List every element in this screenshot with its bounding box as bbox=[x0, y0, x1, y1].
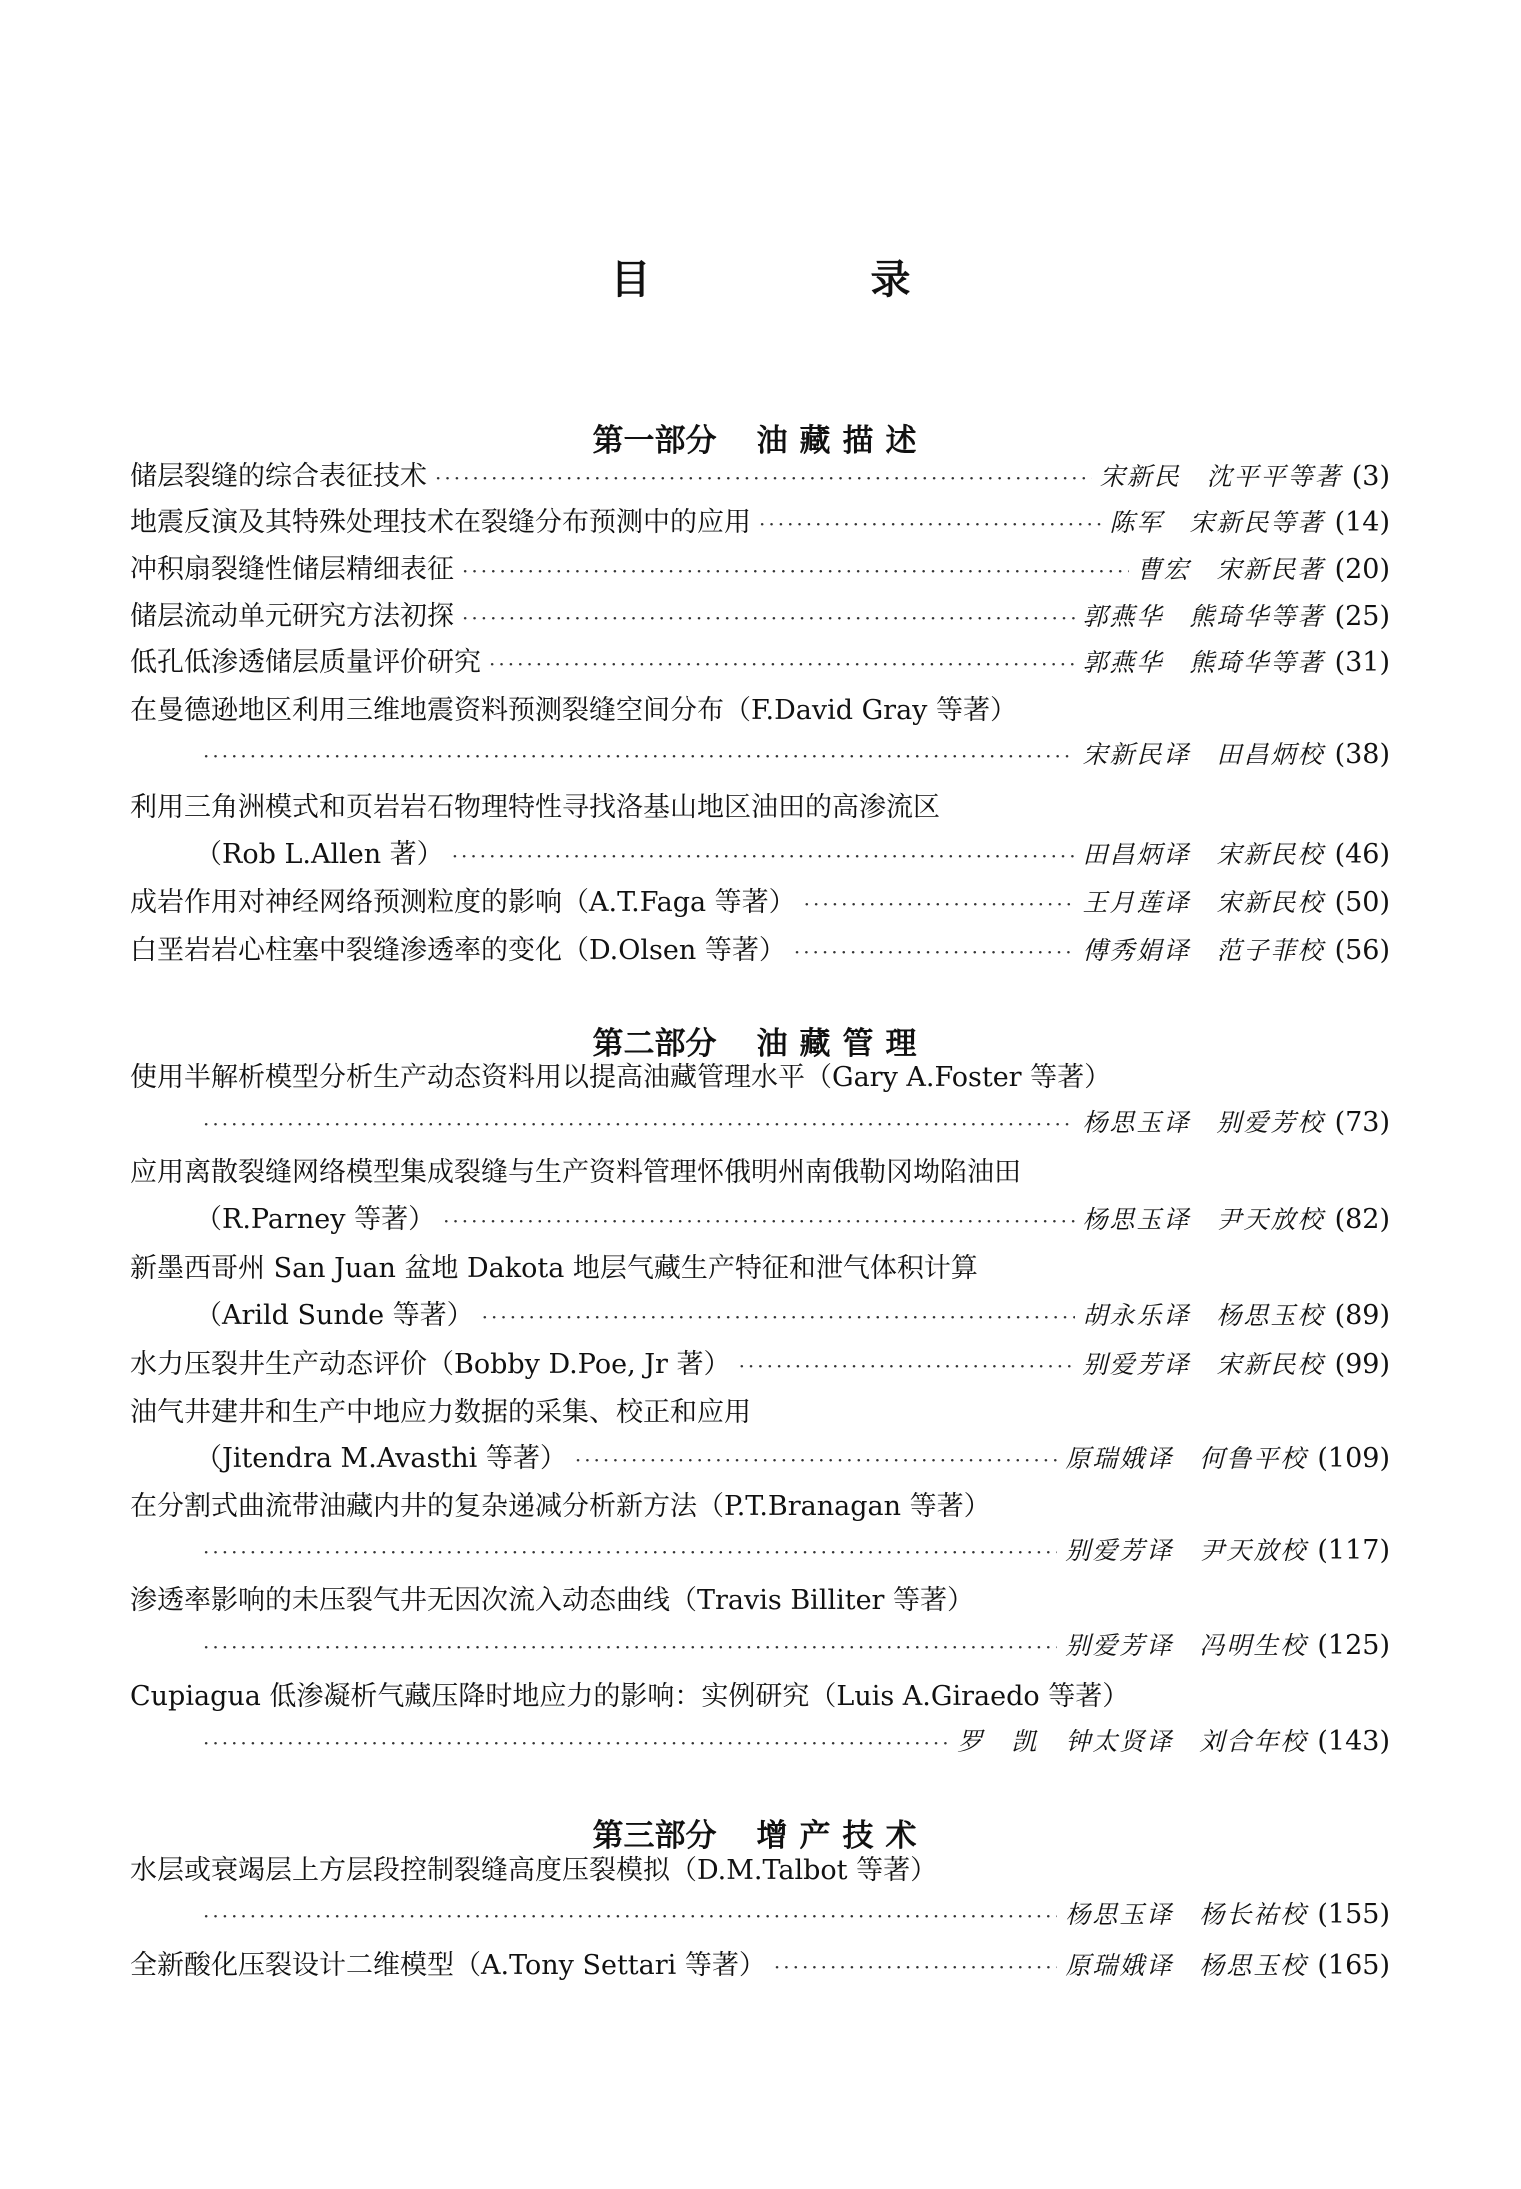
credit-name: 宋新民校 bbox=[1216, 888, 1325, 917]
part-name: 增产技术 bbox=[756, 1818, 929, 1854]
leader-dots bbox=[794, 940, 1075, 964]
credit-name: 郭燕华 bbox=[1082, 602, 1164, 631]
entry-credits bbox=[957, 1722, 1307, 1758]
credit-name: 熊琦华等著 bbox=[1189, 602, 1325, 631]
entry-credits bbox=[1083, 643, 1325, 679]
leader-dots bbox=[452, 844, 1075, 868]
entry-credits bbox=[1083, 1200, 1325, 1236]
toc-entry-continuation[interactable] bbox=[195, 1103, 1390, 1143]
page-number: (82) bbox=[1334, 1204, 1390, 1235]
page-number: (50) bbox=[1334, 887, 1390, 918]
toc-entry-title-line[interactable]: Cupiagua 低渗凝析气藏压降时地应力的影响：实例研究（Luis A.Giraedo 等著） bbox=[130, 1681, 1130, 1712]
entry-title: 储层流动单元研究方法初探 bbox=[130, 601, 454, 632]
toc-entry-title-line[interactable]: 使用半解析模型分析生产动态资料用以提高油藏管理水平（Gary A.Foster 等著） bbox=[130, 1062, 1112, 1093]
toc-entry-title-line[interactable]: 油气井建井和生产中地应力数据的采集、校正和应用 bbox=[130, 1397, 751, 1428]
page-number: (20) bbox=[1334, 554, 1390, 585]
credit-name: 沈平平等著 bbox=[1206, 462, 1342, 491]
toc-entry[interactable] bbox=[130, 500, 1390, 540]
credit-name: 别爱芳译 bbox=[1082, 1350, 1191, 1379]
credit-name: 杨长祐校 bbox=[1199, 1900, 1308, 1929]
entry-credits bbox=[1137, 550, 1325, 586]
part-number: 第三部分 bbox=[592, 1818, 717, 1854]
leader-dots bbox=[462, 606, 1075, 630]
page-number: (38) bbox=[1334, 739, 1390, 770]
toc-entry[interactable] bbox=[130, 928, 1390, 968]
toc-entry-title-line[interactable]: 应用离散裂缝网络模型集成裂缝与生产资料管理怀俄明州南俄勒冈坳陷油田 bbox=[130, 1157, 1021, 1188]
toc-entry-title-line[interactable]: 水层或衰竭层上方层段控制裂缝高度压裂模拟（D.M.Talbot 等著） bbox=[130, 1855, 938, 1886]
toc-entry[interactable] bbox=[130, 880, 1390, 920]
credit-name: 宋新民等著 bbox=[1189, 508, 1325, 537]
toc-entry-continuation[interactable] bbox=[195, 1895, 1390, 1935]
entry-author-note: （Rob L.Allen 著） bbox=[195, 839, 444, 870]
credit-name: 郭燕华 bbox=[1082, 648, 1164, 677]
entry-title: 储层裂缝的综合表征技术 bbox=[130, 461, 427, 492]
leader-dots bbox=[203, 1731, 949, 1755]
credit-name: 曹宏 bbox=[1136, 555, 1191, 584]
entry-title: 低孔低渗透储层质量评价研究 bbox=[130, 647, 481, 678]
page-number: (99) bbox=[1334, 1349, 1390, 1380]
leader-dots bbox=[774, 1955, 1057, 1979]
credit-name: 宋新民译 bbox=[1082, 740, 1191, 769]
credit-name: 尹天放校 bbox=[1216, 1205, 1325, 1234]
page-number: (89) bbox=[1334, 1300, 1390, 1331]
toc-entry-title-line[interactable]: 在曼德逊地区利用三维地震资料预测裂缝空间分布（F.David Gray 等著） bbox=[130, 695, 1018, 726]
page-number: (109) bbox=[1317, 1443, 1390, 1474]
entry-credits bbox=[1083, 1345, 1325, 1381]
credit-name: 冯明生校 bbox=[1199, 1631, 1308, 1660]
leader-dots bbox=[203, 744, 1075, 768]
credit-name: 杨思玉校 bbox=[1216, 1301, 1325, 1330]
entry-credits bbox=[1083, 835, 1325, 871]
entry-title: 水力压裂井生产动态评价（Bobby D.Poe, Jr 著） bbox=[130, 1349, 731, 1380]
leader-dots bbox=[739, 1354, 1075, 1378]
page-number: (125) bbox=[1317, 1630, 1390, 1661]
toc-entry-continuation[interactable] bbox=[195, 1531, 1390, 1571]
credit-name: 宋新民校 bbox=[1216, 840, 1325, 869]
credit-name: 别爱芳译 bbox=[1065, 1536, 1174, 1565]
part-name: 油藏管理 bbox=[756, 1026, 929, 1062]
entry-title: 地震反演及其特殊处理技术在裂缝分布预测中的应用 bbox=[130, 507, 751, 538]
credit-name: 罗 凯 钟太贤译 bbox=[957, 1727, 1174, 1756]
toc-entry-continuation[interactable] bbox=[195, 1293, 1390, 1333]
credit-name: 胡永乐译 bbox=[1082, 1301, 1191, 1330]
credit-name: 原瑞娥译 bbox=[1065, 1444, 1174, 1473]
entry-title: 全新酸化压裂设计二维模型（A.Tony Settari 等著） bbox=[130, 1950, 766, 1981]
leader-dots bbox=[203, 1112, 1075, 1136]
toc-entry-continuation[interactable] bbox=[195, 1197, 1390, 1237]
entry-credits bbox=[1110, 503, 1325, 539]
credit-name: 杨思玉校 bbox=[1199, 1951, 1308, 1980]
page-number: (31) bbox=[1334, 647, 1390, 678]
entry-credits bbox=[1083, 735, 1325, 771]
toc-entry-continuation[interactable] bbox=[195, 1626, 1390, 1666]
credit-name: 原瑞娥译 bbox=[1065, 1951, 1174, 1980]
credit-name: 宋新民 bbox=[1099, 462, 1181, 491]
credit-name: 杨思玉译 bbox=[1065, 1900, 1174, 1929]
credit-name: 何鲁平校 bbox=[1199, 1444, 1308, 1473]
credit-name: 范子菲校 bbox=[1216, 936, 1325, 965]
credit-name: 田昌炳校 bbox=[1216, 740, 1325, 769]
page-number: (155) bbox=[1317, 1899, 1390, 1930]
page-number: (117) bbox=[1317, 1535, 1390, 1566]
leader-dots bbox=[203, 1540, 1057, 1564]
credit-name: 杨思玉译 bbox=[1082, 1205, 1191, 1234]
page-number: (3) bbox=[1351, 461, 1390, 492]
credit-name: 别爱芳译 bbox=[1065, 1631, 1174, 1660]
toc-entry[interactable] bbox=[130, 454, 1390, 494]
page-title: 目 录 bbox=[610, 257, 1001, 303]
leader-dots bbox=[575, 1448, 1058, 1472]
leader-dots bbox=[462, 559, 1129, 583]
page-number: (25) bbox=[1334, 601, 1390, 632]
leader-dots bbox=[804, 892, 1075, 916]
credit-name: 王月莲译 bbox=[1082, 888, 1191, 917]
toc-entry[interactable] bbox=[130, 640, 1390, 680]
credit-name: 宋新民校 bbox=[1216, 1350, 1325, 1379]
entry-credits bbox=[1083, 931, 1325, 967]
entry-credits bbox=[1083, 1296, 1325, 1332]
entry-credits bbox=[1065, 1626, 1307, 1662]
entry-credits bbox=[1065, 1946, 1307, 1982]
leader-dots bbox=[443, 1209, 1074, 1233]
part-name: 油藏描述 bbox=[756, 423, 929, 459]
entry-credits bbox=[1065, 1895, 1307, 1931]
toc-entry-continuation[interactable] bbox=[195, 1436, 1390, 1476]
credit-name: 别爱芳校 bbox=[1216, 1108, 1325, 1137]
credit-name: 田昌炳译 bbox=[1082, 840, 1191, 869]
toc-entry-title-line[interactable]: 渗透率影响的未压裂气井无因次流入动态曲线（Travis Billiter 等著） bbox=[130, 1585, 975, 1616]
part-number: 第二部分 bbox=[592, 1026, 717, 1062]
credit-name: 熊琦华等著 bbox=[1189, 648, 1325, 677]
page-number: (14) bbox=[1334, 507, 1390, 538]
page-number: (143) bbox=[1317, 1726, 1390, 1757]
credit-name: 宋新民著 bbox=[1216, 555, 1325, 584]
credit-name: 傅秀娟译 bbox=[1082, 936, 1191, 965]
toc-entry[interactable] bbox=[130, 1342, 1390, 1382]
toc-entry-continuation[interactable] bbox=[195, 1722, 1390, 1762]
credit-name: 陈军 bbox=[1109, 508, 1164, 537]
entry-credits bbox=[1083, 883, 1325, 919]
page-number: (56) bbox=[1334, 935, 1390, 966]
entry-credits bbox=[1083, 1103, 1325, 1139]
toc-entry[interactable] bbox=[130, 594, 1390, 634]
entry-title: 冲积扇裂缝性储层精细表征 bbox=[130, 554, 454, 585]
part-number: 第一部分 bbox=[592, 423, 717, 459]
credit-name: 刘合年校 bbox=[1199, 1727, 1308, 1756]
entry-author-note: （Arild Sunde 等著） bbox=[195, 1300, 474, 1331]
entry-author-note: （R.Parney 等著） bbox=[195, 1204, 436, 1235]
toc-entry[interactable] bbox=[130, 1943, 1390, 1983]
leader-dots bbox=[203, 1904, 1057, 1928]
entry-credits bbox=[1065, 1531, 1307, 1567]
leader-dots bbox=[482, 1305, 1075, 1329]
toc-entry-title-line[interactable]: 在分割式曲流带油藏内井的复杂递减分析新方法（P.T.Branagan 等著） bbox=[130, 1491, 991, 1522]
entry-credits bbox=[1065, 1439, 1307, 1475]
leader-dots bbox=[435, 466, 1092, 490]
leader-dots bbox=[759, 512, 1102, 536]
credit-name: 杨思玉译 bbox=[1082, 1108, 1191, 1137]
entry-credits bbox=[1100, 457, 1342, 493]
toc-entry[interactable] bbox=[130, 547, 1390, 587]
toc-entry-continuation[interactable] bbox=[195, 832, 1390, 872]
credit-name: 尹天放校 bbox=[1199, 1536, 1308, 1565]
leader-dots bbox=[203, 1635, 1057, 1659]
page-number: (46) bbox=[1334, 839, 1390, 870]
toc-entry-continuation[interactable] bbox=[195, 735, 1390, 775]
page-number: (165) bbox=[1317, 1950, 1390, 1981]
entry-credits bbox=[1083, 597, 1325, 633]
page-number: (73) bbox=[1334, 1107, 1390, 1138]
entry-title: 成岩作用对神经网络预测粒度的影响（A.T.Faga 等著） bbox=[130, 887, 796, 918]
entry-title: 白垩岩岩心柱塞中裂缝渗透率的变化（D.Olsen 等著） bbox=[130, 935, 786, 966]
toc-entry-title-line[interactable]: 利用三角洲模式和页岩岩石物理特性寻找洛基山地区油田的高渗流区 bbox=[130, 792, 940, 823]
entry-author-note: （Jitendra M.Avasthi 等著） bbox=[195, 1443, 567, 1474]
toc-entry-title-line[interactable]: 新墨西哥州 San Juan 盆地 Dakota 地层气藏生产特征和泄气体积计算 bbox=[130, 1253, 978, 1284]
leader-dots bbox=[489, 652, 1075, 676]
